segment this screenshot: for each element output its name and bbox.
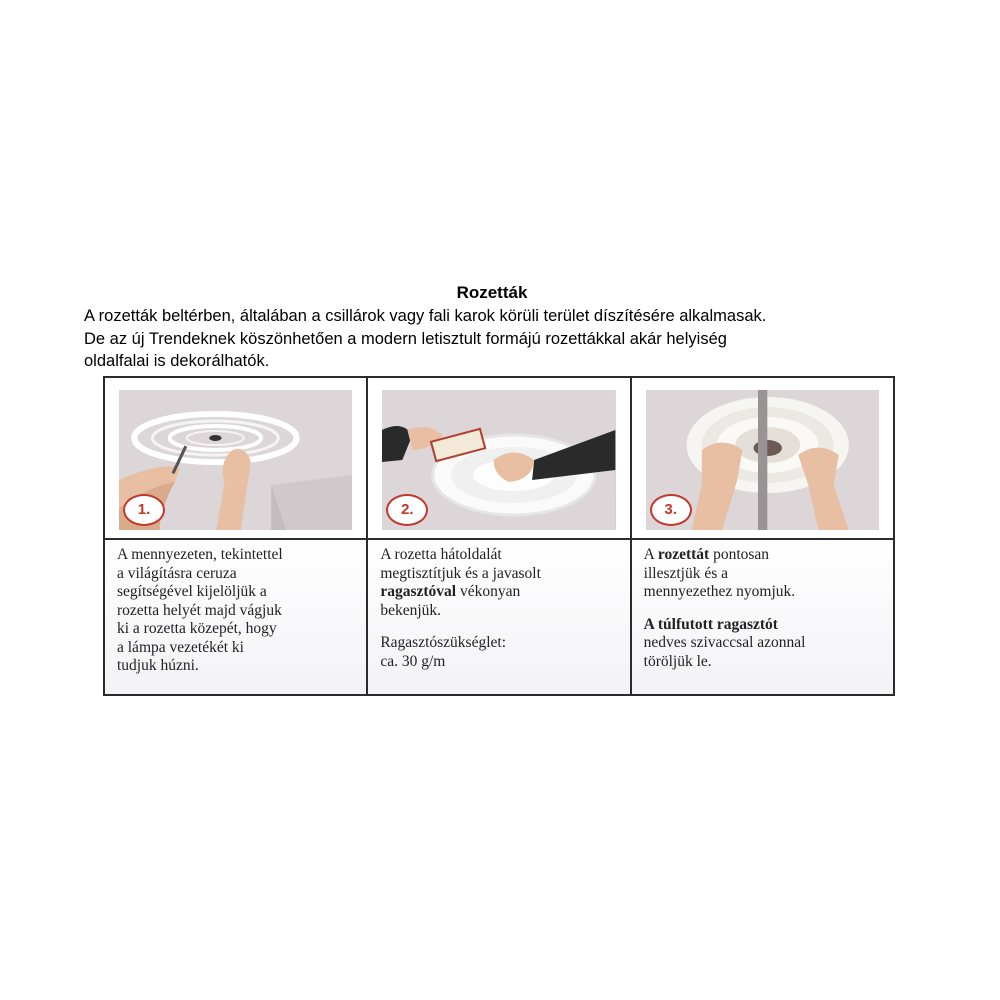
step-1-photo — [119, 390, 352, 530]
step-2-photo — [382, 390, 615, 530]
step-2-number-badge: 2. — [386, 494, 428, 526]
step-1-cell — [105, 378, 368, 694]
step-1-photo-area — [105, 378, 366, 540]
intro-line: De az új Trendeknek köszönhetően a modern letisztult formájú rozettákkal akár helyiség — [84, 329, 727, 348]
step-2-text — [368, 540, 629, 694]
step-2-paragraph-1 — [380, 546, 619, 620]
step-3-cell — [632, 378, 893, 694]
instruction-table — [103, 376, 895, 696]
step-3-number-badge: 3. — [650, 494, 692, 526]
page-title: Rozetták — [456, 283, 528, 302]
step-2-cell — [368, 378, 631, 694]
step-2-photo-area — [368, 378, 629, 540]
step-3-paragraph-1 — [644, 546, 883, 602]
step-3-paragraph-2 — [644, 616, 883, 672]
step-2-paragraph-2: Ragasztószükséglet: ca. 30 g/m — [380, 634, 507, 670]
step-3-photo — [646, 390, 879, 530]
step-1-number-badge: 1. — [123, 494, 165, 526]
step-2-text-part: A rozetta hátoldalát megtisztítjuk és a javasolt — [380, 546, 541, 582]
step-3-photo-area — [632, 378, 893, 540]
intro-paragraph — [84, 305, 914, 373]
intro-line: A rozetták beltérben, általában a csillárok vagy fali karok körüli terület díszítésére alkalmasak. — [84, 307, 767, 325]
step-3-text-part: A — [643, 546, 658, 563]
step-1-text — [105, 540, 366, 694]
step-1-paragraph: A mennyezeten, tekintettel a világításra ceruza segítségével kijelöljük a rozetta helyét majd vágjuk ki a rozetta közepét, hogy a lámpa vezetékét ki tudjuk húzni. — [117, 546, 283, 674]
step-3-text-part: nedves szivaccsal azonnal töröljük le. — [643, 634, 806, 670]
step-3-bold-text: A túlfutott ragasztót — [643, 615, 778, 633]
step-2-bold-text: ragasztóval — [380, 583, 457, 600]
step-3-bold-text: rozettát — [657, 546, 710, 563]
step-2-text-part: vékonyan bekenjük. — [380, 583, 521, 619]
step-3-text-part: pontosan illesztjük és a mennyezethez nyomjuk. — [643, 546, 796, 600]
intro-line: oldalfalai is dekorálhatók. — [84, 352, 270, 370]
step-3-text — [632, 540, 893, 694]
